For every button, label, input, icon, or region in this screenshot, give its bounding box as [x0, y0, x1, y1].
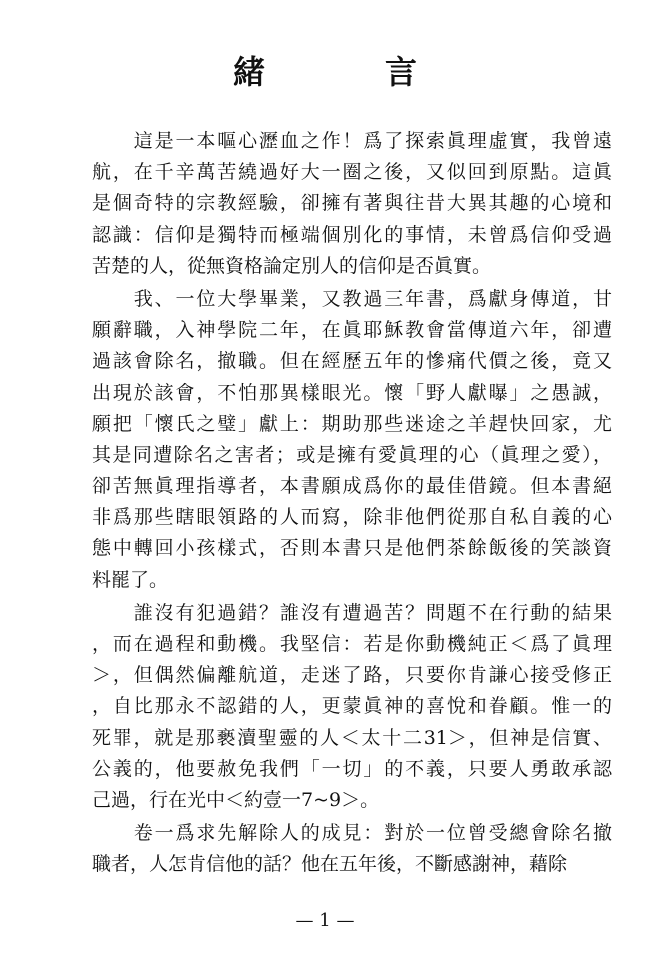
- text-line: 死罪，就是那褻瀆聖靈的人＜太十二31＞，但神是信實、: [92, 726, 612, 749]
- text-line: 職者，人怎肯信他的話？他在五年後，不斷感謝神，藉除: [92, 853, 568, 876]
- text-line: 航，在千辛萬苦繞過好大一圈之後，又似回到原點。這眞: [92, 161, 612, 184]
- text-line: 非爲那些瞎眼領路的人而寫，除非他們從那自私自義的心: [92, 506, 612, 529]
- paragraph: [92, 284, 612, 596]
- text-line: 卻苦無眞理指導者，本書願成爲你的最佳借鏡。但本書絕: [92, 475, 612, 498]
- text-line: 其是同遭除名之害者；或是擁有愛眞理的心（眞理之愛），: [92, 443, 612, 466]
- text-line: 己過，行在光中＜約壹一7~9＞。: [92, 788, 380, 811]
- text-line: 態中轉回小孩樣式，否則本書只是他們茶餘飯後的笑談資: [92, 537, 612, 560]
- text-line: ＞，但偶然偏離航道，走迷了路，只要你肯謙心接受修正: [92, 664, 612, 687]
- text-line: ，自比那永不認錯的人，更蒙眞神的喜悅和眷顧。惟一的: [92, 695, 612, 718]
- text-line: 願辭職，入神學院二年，在眞耶穌教會當傳道六年，卻遭: [92, 319, 612, 342]
- text-line: 誰沒有犯過錯？誰沒有遭過苦？問題不在行動的結果: [92, 601, 612, 624]
- paragraph: [92, 818, 612, 880]
- body-text: [92, 126, 612, 881]
- text-line: 公義的，他要赦免我們「一切」的不義，只要人勇敢承認: [92, 757, 612, 780]
- text-line: 出現於該會，不怕那異樣眼光。懷「野人獻曝」之愚誠，: [92, 381, 612, 404]
- text-line: 料罷了。: [92, 568, 169, 591]
- page-title: 緒 言: [232, 53, 461, 91]
- paragraph: [92, 598, 612, 816]
- text-line: ，而在過程和動機。我堅信：若是你動機純正＜爲了眞理: [92, 633, 612, 655]
- text-line: 卷一爲求先解除人的成見：對於一位曾受總會除名撤: [92, 822, 612, 845]
- text-line: 是個奇特的宗教經驗，卻擁有著與往昔大異其趣的心境和: [92, 192, 612, 215]
- text-line: 這是一本嘔心瀝血之作！爲了探索眞理虛實，我曾遠: [92, 130, 612, 152]
- text-line: 我、一位大學畢業，又教過三年書，爲獻身傳道，甘: [92, 287, 612, 310]
- page-number: — 1 —: [295, 910, 355, 931]
- text-line: 苦楚的人，從無資格論定別人的信仰是否眞實。: [92, 254, 492, 277]
- text-line: 認識：信仰是獨特而極端個別化的事情，未曾爲信仰受過: [92, 223, 612, 246]
- text-line: 願把「懷氏之璧」獻上：期助那些迷途之羊趕快回家，尤: [92, 412, 612, 435]
- paragraph: [92, 126, 612, 282]
- text-line: 過該會除名，撤職。但在經歷五年的慘痛代價之後，竟又: [92, 350, 612, 373]
